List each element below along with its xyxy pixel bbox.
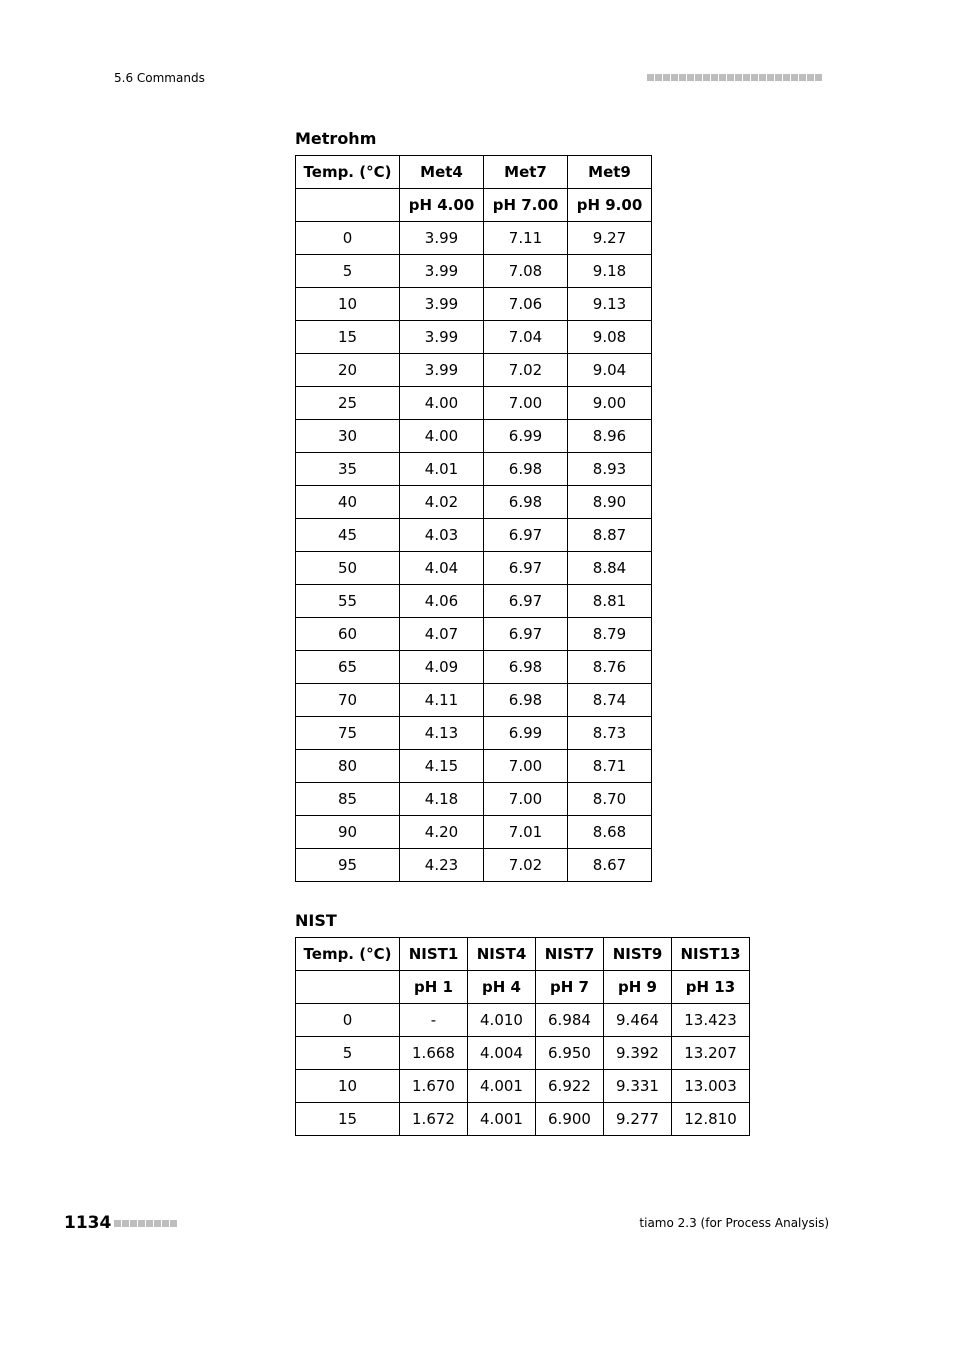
table-cell: 90 xyxy=(296,816,400,849)
table-cell: 6.98 xyxy=(484,651,568,684)
table-cell: 40 xyxy=(296,486,400,519)
table-cell: 3.99 xyxy=(400,288,484,321)
table-cell: 8.84 xyxy=(568,552,652,585)
table-row xyxy=(296,684,652,717)
header-decoration xyxy=(647,74,822,81)
table-cell: 8.81 xyxy=(568,585,652,618)
table-row xyxy=(296,255,652,288)
table-cell: 4.001 xyxy=(468,1070,536,1103)
table-cell: 15 xyxy=(296,321,400,354)
table-cell: 9.277 xyxy=(604,1103,672,1136)
table-row xyxy=(296,1037,750,1070)
table-cell: 4.07 xyxy=(400,618,484,651)
table-cell: Temp. (°C) xyxy=(296,156,400,189)
table-cell: 3.99 xyxy=(400,354,484,387)
table-cell: 0 xyxy=(296,1004,400,1037)
table-cell: 6.98 xyxy=(484,453,568,486)
table-cell: 6.97 xyxy=(484,585,568,618)
table-cell: 80 xyxy=(296,750,400,783)
table-row xyxy=(296,519,652,552)
table-cell: 4.06 xyxy=(400,585,484,618)
table-cell: 8.87 xyxy=(568,519,652,552)
table-cell: NIST4 xyxy=(468,938,536,971)
table-cell: 15 xyxy=(296,1103,400,1136)
table-cell: 7.01 xyxy=(484,816,568,849)
table-cell: NIST7 xyxy=(536,938,604,971)
table-cell: 6.950 xyxy=(536,1037,604,1070)
table-cell: 9.00 xyxy=(568,387,652,420)
table-ph-row xyxy=(296,189,652,222)
table-row xyxy=(296,1070,750,1103)
table-cell: 70 xyxy=(296,684,400,717)
table-row xyxy=(296,618,652,651)
table-cell: 4.01 xyxy=(400,453,484,486)
table-cell: NIST9 xyxy=(604,938,672,971)
table-cell: 45 xyxy=(296,519,400,552)
table-cell: 9.18 xyxy=(568,255,652,288)
table-cell: 7.02 xyxy=(484,354,568,387)
table-cell: 4.11 xyxy=(400,684,484,717)
table-cell: 65 xyxy=(296,651,400,684)
table-cell: 6.99 xyxy=(484,420,568,453)
table-cell: 6.922 xyxy=(536,1070,604,1103)
table-cell: Met9 xyxy=(568,156,652,189)
table-row xyxy=(296,651,652,684)
table-cell: 20 xyxy=(296,354,400,387)
table-row xyxy=(296,552,652,585)
table-cell: 95 xyxy=(296,849,400,882)
table-cell xyxy=(296,971,400,1004)
table-cell: 8.73 xyxy=(568,717,652,750)
table-cell: 25 xyxy=(296,387,400,420)
table-row xyxy=(296,1004,750,1037)
table-cell: 12.810 xyxy=(672,1103,750,1136)
table-cell: NIST1 xyxy=(400,938,468,971)
table-cell: 4.15 xyxy=(400,750,484,783)
table-cell: 8.76 xyxy=(568,651,652,684)
table-cell: 7.08 xyxy=(484,255,568,288)
table-cell: Temp. (°C) xyxy=(296,938,400,971)
table-cell: 13.423 xyxy=(672,1004,750,1037)
table-row xyxy=(296,585,652,618)
table-cell: 6.97 xyxy=(484,519,568,552)
table-cell: 9.04 xyxy=(568,354,652,387)
table-cell: 9.08 xyxy=(568,321,652,354)
table-cell: 4.001 xyxy=(468,1103,536,1136)
table-row xyxy=(296,354,652,387)
table-cell: 6.97 xyxy=(484,618,568,651)
table-cell: 4.23 xyxy=(400,849,484,882)
table-cell: 8.67 xyxy=(568,849,652,882)
table-cell: 4.00 xyxy=(400,387,484,420)
table-cell: 6.97 xyxy=(484,552,568,585)
table-cell: 0 xyxy=(296,222,400,255)
table-cell xyxy=(296,189,400,222)
table-cell: pH 1 xyxy=(400,971,468,1004)
table-cell: 7.00 xyxy=(484,750,568,783)
table-cell: 35 xyxy=(296,453,400,486)
nist-title: NIST xyxy=(295,911,337,930)
table-row xyxy=(296,453,652,486)
table-cell: 8.79 xyxy=(568,618,652,651)
table-cell: 8.70 xyxy=(568,783,652,816)
table-cell: 4.03 xyxy=(400,519,484,552)
table-cell: 4.00 xyxy=(400,420,484,453)
table-cell: Met7 xyxy=(484,156,568,189)
table-cell: pH 7.00 xyxy=(484,189,568,222)
table-cell: 6.99 xyxy=(484,717,568,750)
table-cell: 60 xyxy=(296,618,400,651)
table-cell: 9.27 xyxy=(568,222,652,255)
table-cell: 4.09 xyxy=(400,651,484,684)
table-row xyxy=(296,750,652,783)
table-cell: 7.04 xyxy=(484,321,568,354)
table-row xyxy=(296,717,652,750)
table-cell: 7.00 xyxy=(484,783,568,816)
table-header-row xyxy=(296,156,652,189)
table-row xyxy=(296,486,652,519)
table-cell: 6.900 xyxy=(536,1103,604,1136)
table-cell: 1.670 xyxy=(400,1070,468,1103)
table-cell: 6.98 xyxy=(484,486,568,519)
table-cell: 9.331 xyxy=(604,1070,672,1103)
table-row xyxy=(296,222,652,255)
table-header-row xyxy=(296,938,750,971)
table-cell: 85 xyxy=(296,783,400,816)
table-cell: 3.99 xyxy=(400,321,484,354)
table-cell: Met4 xyxy=(400,156,484,189)
table-row xyxy=(296,849,652,882)
table-cell: 7.06 xyxy=(484,288,568,321)
table-cell: 9.392 xyxy=(604,1037,672,1070)
table-cell: 1.668 xyxy=(400,1037,468,1070)
table-cell: 8.74 xyxy=(568,684,652,717)
table-cell: 9.13 xyxy=(568,288,652,321)
table-cell: 8.93 xyxy=(568,453,652,486)
table-row xyxy=(296,387,652,420)
table-cell: 8.68 xyxy=(568,816,652,849)
table-cell: pH 4.00 xyxy=(400,189,484,222)
table-cell: 5 xyxy=(296,255,400,288)
table-cell: pH 9 xyxy=(604,971,672,1004)
table-cell: 4.13 xyxy=(400,717,484,750)
table-cell: 3.99 xyxy=(400,255,484,288)
table-cell: 8.71 xyxy=(568,750,652,783)
table-cell: 7.00 xyxy=(484,387,568,420)
table-row xyxy=(296,1103,750,1136)
nist-table xyxy=(295,937,750,1136)
table-cell: pH 7 xyxy=(536,971,604,1004)
section-header: 5.6 Commands xyxy=(114,71,205,85)
metrohm-table xyxy=(295,155,652,882)
table-cell: pH 9.00 xyxy=(568,189,652,222)
table-row xyxy=(296,288,652,321)
metrohm-title: Metrohm xyxy=(295,129,377,148)
table-cell: 13.207 xyxy=(672,1037,750,1070)
table-cell: 4.02 xyxy=(400,486,484,519)
page-number: 1134 xyxy=(64,1213,112,1233)
table-cell: 30 xyxy=(296,420,400,453)
table-row xyxy=(296,420,652,453)
table-cell: 4.04 xyxy=(400,552,484,585)
table-cell: pH 4 xyxy=(468,971,536,1004)
table-ph-row xyxy=(296,971,750,1004)
table-cell: 7.02 xyxy=(484,849,568,882)
table-cell: 7.11 xyxy=(484,222,568,255)
product-name: tiamo 2.3 (for Process Analysis) xyxy=(639,1216,829,1230)
table-cell: 10 xyxy=(296,1070,400,1103)
table-cell: 55 xyxy=(296,585,400,618)
table-row xyxy=(296,321,652,354)
table-cell: 8.90 xyxy=(568,486,652,519)
table-cell: 4.004 xyxy=(468,1037,536,1070)
table-cell: 10 xyxy=(296,288,400,321)
table-cell: - xyxy=(400,1004,468,1037)
table-cell: 3.99 xyxy=(400,222,484,255)
table-row xyxy=(296,816,652,849)
table-cell: 75 xyxy=(296,717,400,750)
table-cell: NIST13 xyxy=(672,938,750,971)
table-cell: 6.984 xyxy=(536,1004,604,1037)
table-cell: 50 xyxy=(296,552,400,585)
footer-decoration xyxy=(114,1220,177,1227)
table-cell: 4.18 xyxy=(400,783,484,816)
table-cell: 4.010 xyxy=(468,1004,536,1037)
table-cell: 4.20 xyxy=(400,816,484,849)
table-cell: 13.003 xyxy=(672,1070,750,1103)
table-cell: 9.464 xyxy=(604,1004,672,1037)
table-cell: pH 13 xyxy=(672,971,750,1004)
table-cell: 1.672 xyxy=(400,1103,468,1136)
table-cell: 8.96 xyxy=(568,420,652,453)
table-cell: 6.98 xyxy=(484,684,568,717)
table-row xyxy=(296,783,652,816)
table-cell: 5 xyxy=(296,1037,400,1070)
